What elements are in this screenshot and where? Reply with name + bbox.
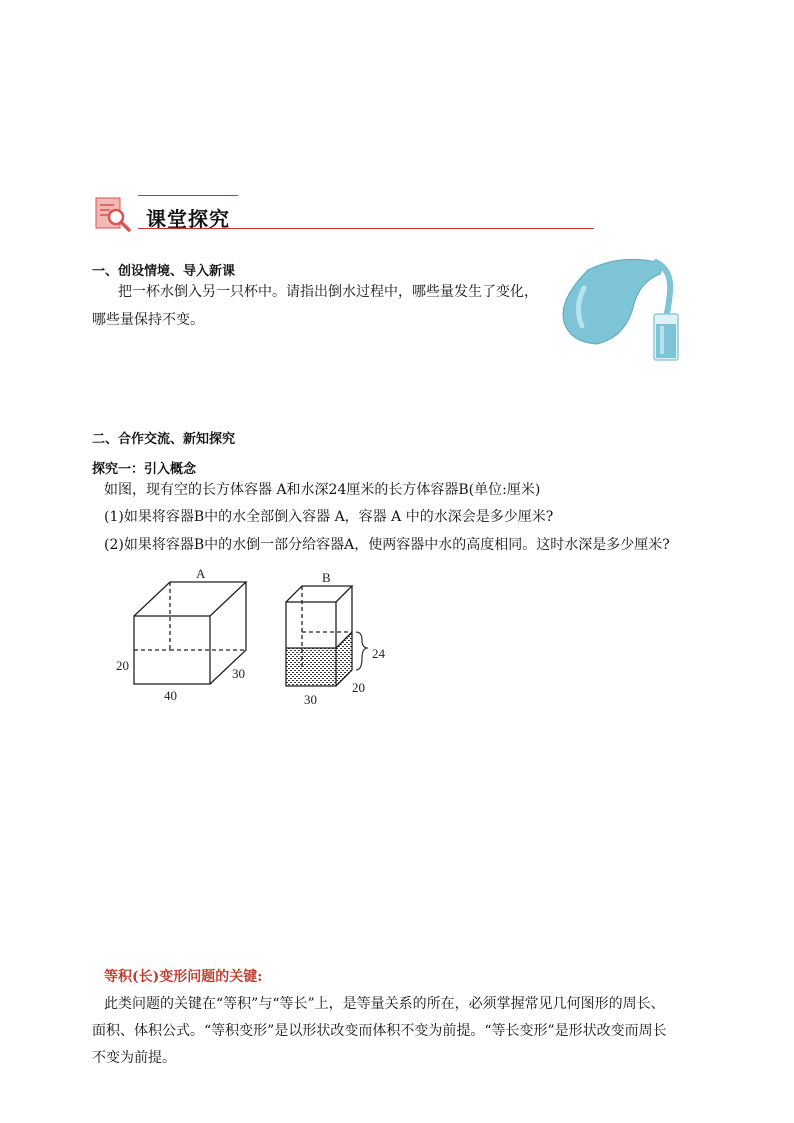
section2-heading: 二、合作交流、新知探究 <box>92 432 236 447</box>
question-1: (1)如果将容器B中的水全部倒入容器 A，容器 A 中的水深会是多少厘米? <box>104 509 554 525</box>
box-a-length-label: 40 <box>164 688 177 703</box>
magnifier-document-icon <box>94 196 132 234</box>
question-2: (2)如果将容器B中的水倒一部分给容器A，使两容器中水的高度相同。这时水深是多少厘米? <box>104 537 670 553</box>
banner-top-rule <box>138 195 238 196</box>
banner-bottom-rule <box>138 228 594 229</box>
box-b-depth-label: 20 <box>352 680 365 695</box>
key-point-line2: 面积、体积公式。“等积变形”是以形状改变而体积不变为前提。“等长变形”是形状改变而周长 <box>92 1023 667 1039</box>
explore-heading: 探究一：引入概念 <box>92 462 197 477</box>
key-point-line3: 不变为前提。 <box>92 1050 176 1066</box>
key-point-title: 等积(长)变形问题的关键: <box>104 969 263 985</box>
section-title: 课堂探究 <box>146 207 230 231</box>
section1-heading: 一、创设情境、导入新课 <box>92 264 236 279</box>
box-b-label: B <box>322 570 331 585</box>
box-a-height-label: 20 <box>116 658 129 673</box>
box-a-label: A <box>196 568 206 581</box>
key-point-line1: 此类问题的关键在“等积”与“等长”上，是等量关系的所在，必须掌握常见几何图形的周长、 <box>104 996 665 1012</box>
water-pitcher-pouring-icon <box>560 252 688 364</box>
section1-paragraph-line1: 把一杯水倒入另一只杯中。请指出倒水过程中，哪些量发生了变化， <box>118 284 538 300</box>
section1-paragraph-line2: 哪些量保持不变。 <box>92 312 204 328</box>
box-a <box>134 582 246 684</box>
box-b-water-label: 24 <box>372 646 385 661</box>
container-figure <box>108 568 408 718</box>
box-b-water <box>286 648 336 686</box>
explore-intro: 如图，现有空的长方体容器 A和水深24厘米的长方体容器B(单位:厘米) <box>104 482 541 498</box>
box-a-depth-label: 30 <box>232 666 245 681</box>
box-b-width-label: 30 <box>304 692 317 707</box>
